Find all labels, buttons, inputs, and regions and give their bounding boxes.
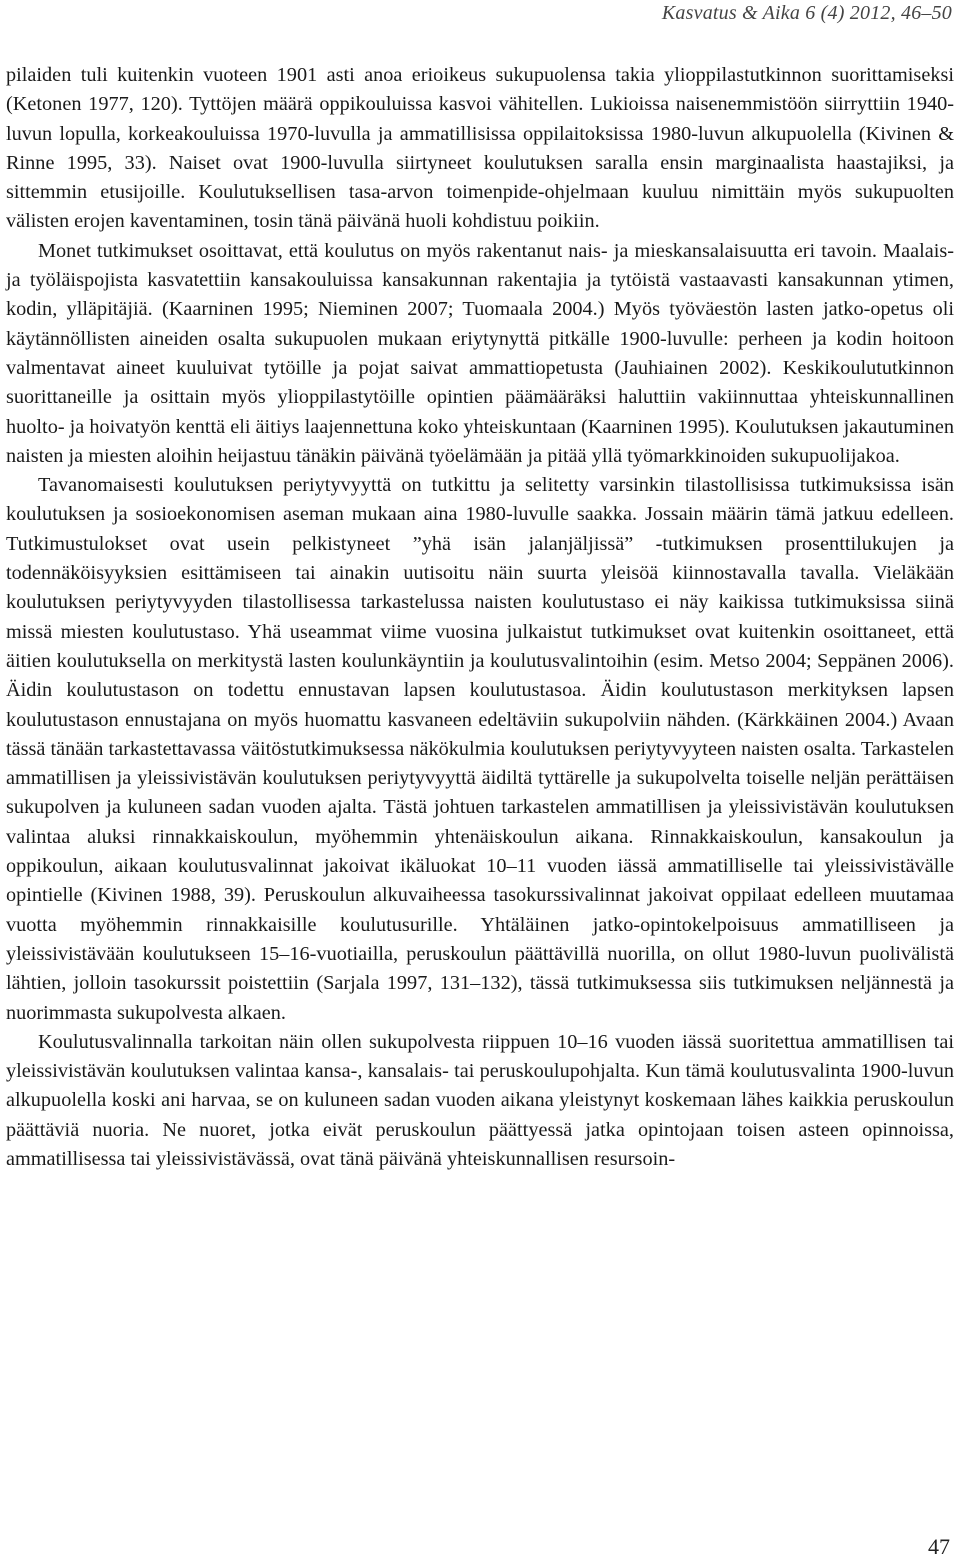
body-paragraph: Monet tutkimukset osoittavat, että koulutus on myös rakentanut nais- ja mieskansalaisuutta eri tavoin. Maalais- ja työläispojista kasvatettiin kansakouluissa kansakunnan rakentajia ja tytöistä vastaavasti kansakunnan ytimen, kodin, ylläpitäjiä. (Kaarninen 1995; Nieminen 2007; Tuomaala 2004.) Myös työväestön lasten jatko-opetus oli käytännöllisten aineiden osalta sukupuolen mukaan eriytynyttä pitkälle 1900-luvulle: perheen ja kodin hoitoon valmentavat aineet kuuluivat tytöille ja pojat saivat ammattiopetusta (Jauhiainen 2002). Keskikoulututkinnon suorittaneille ja osittain myös ylioppilastytöille opintien päämääräksi haluttiin vakiinnuttaa yhteiskunnallinen huolto- ja hoivatyön kenttä eli äitiys laajennettuna koko yhteiskuntaan (Kaarninen 1995). Koulutuksen jakautuminen naisten ja miesten aloihin heijastuu tänäkin päivänä työelämään ja pitää yllä työmarkkinoiden sukupuolijakoa.: [6, 239, 954, 467]
article-body: [6, 61, 954, 1174]
body-paragraph: Koulutusvalinnalla tarkoitan näin ollen sukupolvesta riippuen 10–16 vuoden iässä suoritettua ammatillisen tai yleissivistävän koulutuksen valintaa kansa-, kansalais- tai peruskoulupohjalta. Kun tämä koulutusvalinta 1900-luvun alkupuolella koski ani harvaa, se on kuluneen sadan vuoden aikana yleistynyt koskemaan lähes kaikkia peruskoulun päättäviä nuoria. Ne nuoret, jotka eivät peruskoulun päättyessä jatka opintojaan toisen asteen opinnoissa, ammatillisessa tai yleissivistävässä, ovat tänä päivänä yhteiskunnallisen resursoin-: [6, 1030, 954, 1170]
running-header: Kasvatus & Aika 6 (4) 2012, 46–50: [661, 2, 952, 24]
page-number: 47: [928, 1534, 950, 1559]
body-paragraph: Tavanomaisesti koulutuksen periytyvyyttä on tutkittu ja selitetty varsinkin tilastollisissa tutkimuksissa isän koulutuksen ja sosioekonomisen aseman mukaan aina 1980-luvulle saakka. Jossain määrin tämä jatkuu edelleen. Tutkimustulokset ovat usein pelkistyneet ”yhä isän jalanjäljissä” -tutkimuksen prosenttilukujen ja todennäköisyyksien esittämiseen tai ainakin uutisoitu näin suurta yleisöä kiinnostavalla tavalla. Vieläkään koulutuksen periytyvyyden tilastollisessa tarkastelussa naisten koulutustaso ei näy kaikissa tutkimuksissa siinä missä miesten koulutustaso. Yhä useammat viime vuosina julkaistut tutkimukset ovat kuitenkin osoittaneet, että äitien koulutuksella on merkitystä lasten koulunkäyntiin ja koulutusvalintoihin (esim. Metso 2004; Seppänen 2006). Äidin koulutustason on todettu ennustavan lapsen koulutustasoa. Äidin koulutustason merkityksen lapsen koulutustason ennustajana on myös huomattu kasvaneen edeltäviin sukupolviin nähden. (Kärkkäinen 2004.) Avaan tässä tänään tarkastettavassa väitöstutkimuksessa näkökulmia koulutuksen periytyvyyteen naisten osalta. Tarkastelen ammatillisen ja yleissivistävän koulutuksen periytyvyyttä äidiltä tyttärelle ja sukupolvelta toiselle neljän perättäisen sukupolven ja kuluneen sadan vuoden ajalta. Tästä johtuen tarkastelen ammatillisen ja yleissivistävän koulutuksen valintaa aluksi rinnakkaiskoulun, myöhemmin yhtenäiskoulun aikana. Rinnakkaiskoulun, kansakoulun ja oppikoulun, aikaan koulutusvalinnat jakoivat ikäluokat 10–11 vuoden iässä ammatilliselle tai yleissivistävälle opintielle (Kivinen 1988, 39). Peruskoulun alkuvaiheessa tasokurssivalinnat jakoivat oppilaat edelleen muutamaa vuotta myöhemmin rinnakkaisille koulutusurille. Yhtäläinen jatko-opintokelpoisuus ammatilliseen ja yleissivistävään koulutukseen 15–16-vuotiailla, peruskoulun päättävillä nuorilla, on ollut 1980-luvun puolivälistä lähtien, jolloin tasokurssit poistettiin (Sarjala 1997, 131–132), tässä tutkimuksessa siis tutkimuksen neljännestä ja nuorimmasta sukupolvesta alkaen.: [6, 474, 954, 1024]
body-paragraph: pilaiden tuli kuitenkin vuoteen 1901 asti anoa erioikeus sukupuolensa takia ylioppilastutkinnon suorittamiseksi (Ketonen 1977, 120). Tyttöjen määrä oppikouluissa kasvoi vähitellen. Lukioissa naisenemmistöön siirryttiin 1940-luvun lopulla, korkeakouluissa 1970-luvulla ja ammatillisissa oppilaitoksissa 1980-luvun alkupuolella (Kivinen & Rinne 1995, 33). Naiset ovat 1900-luvulla siirtyneet koulutuksen saralla ensin marginaalista haastajiksi, ja sittemmin etusijoille. Koulutuksellisen tasa-arvon toimenpide-ohjelmaan kuuluu nimittäin myös sukupuolten välisten erojen kaventaminen, tosin tänä päivänä huoli kohdistuu poikiin.: [6, 64, 954, 233]
